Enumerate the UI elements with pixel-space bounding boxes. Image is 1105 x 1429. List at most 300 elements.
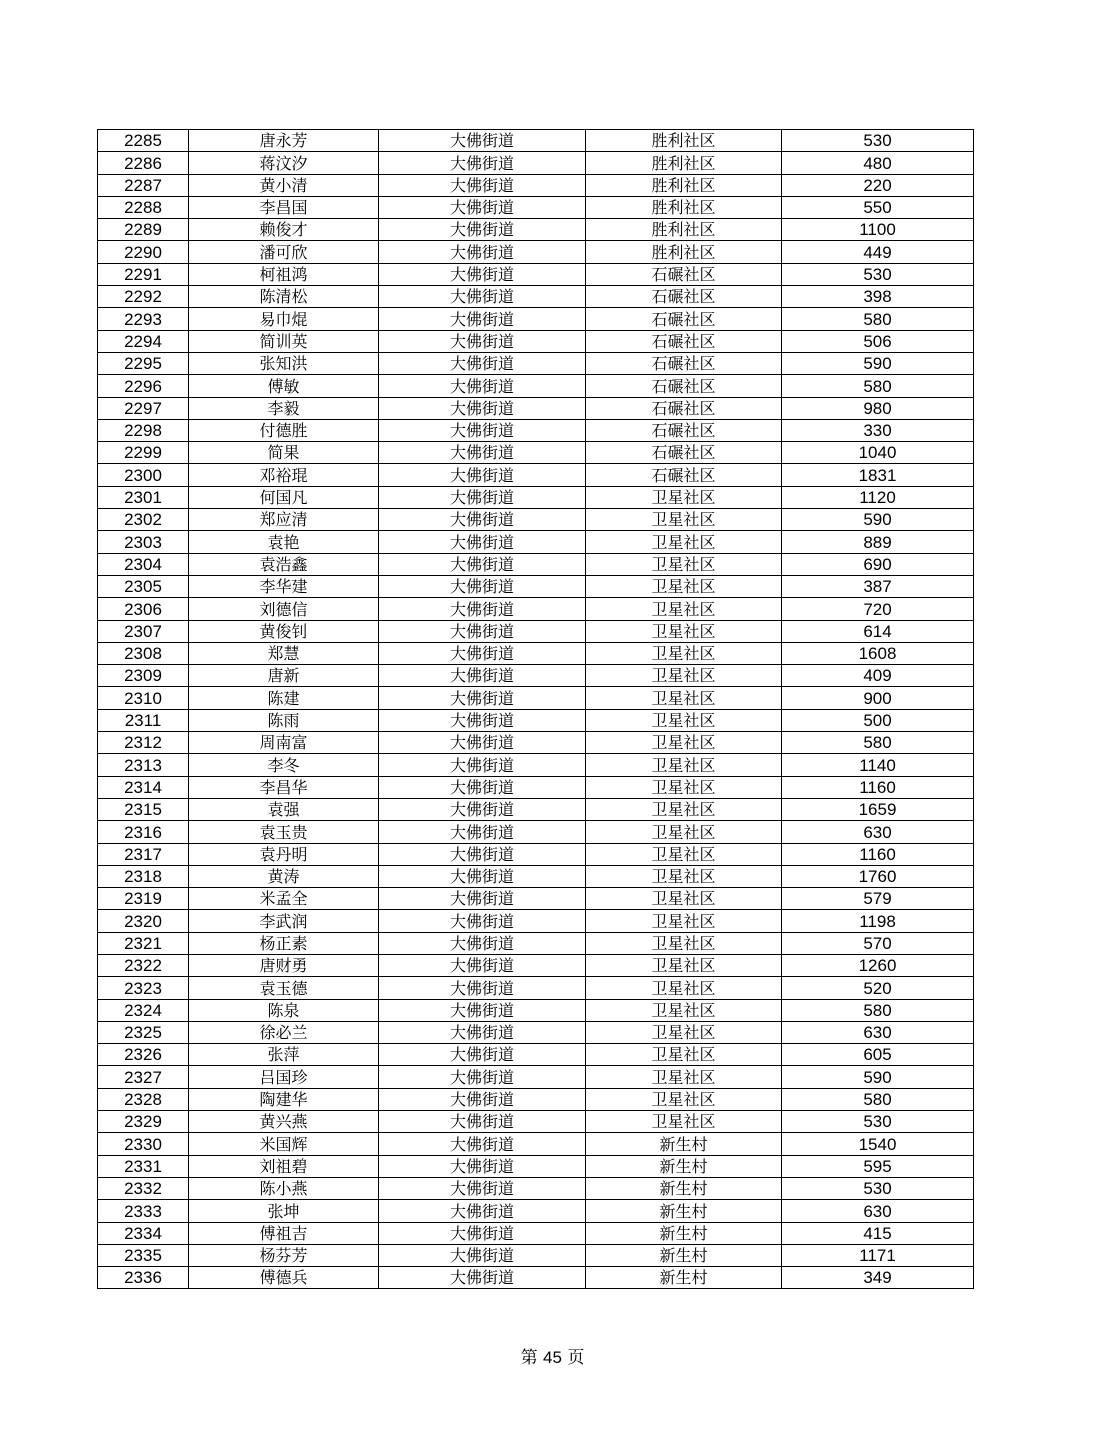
cell-amount: 580	[782, 1088, 974, 1110]
cell-index: 2306	[98, 598, 189, 620]
cell-street: 大佛街道	[379, 843, 586, 865]
cell-street: 大佛街道	[379, 598, 586, 620]
cell-street: 大佛街道	[379, 375, 586, 397]
cell-index: 2331	[98, 1155, 189, 1177]
cell-amount: 1260	[782, 954, 974, 976]
cell-name: 陈小燕	[189, 1177, 379, 1199]
cell-name: 简果	[189, 442, 379, 464]
cell-name: 杨芬芳	[189, 1244, 379, 1266]
cell-amount: 580	[782, 375, 974, 397]
cell-index: 2327	[98, 1066, 189, 1088]
cell-community: 卫星社区	[586, 642, 782, 664]
cell-name: 黄小清	[189, 174, 379, 196]
cell-index: 2300	[98, 464, 189, 486]
cell-amount: 900	[782, 687, 974, 709]
table-row	[98, 865, 974, 887]
cell-name: 傅祖吉	[189, 1222, 379, 1244]
cell-name: 周南富	[189, 732, 379, 754]
cell-name: 李昌国	[189, 196, 379, 218]
footer-prefix: 第	[520, 1348, 538, 1368]
cell-name: 郑慧	[189, 642, 379, 664]
cell-name: 郑应清	[189, 509, 379, 531]
cell-community: 卫星社区	[586, 575, 782, 597]
cell-community: 卫星社区	[586, 843, 782, 865]
cell-amount: 550	[782, 196, 974, 218]
table-row	[98, 375, 974, 397]
cell-community: 卫星社区	[586, 486, 782, 508]
cell-community: 石碾社区	[586, 397, 782, 419]
cell-community: 胜利社区	[586, 174, 782, 196]
cell-street: 大佛街道	[379, 709, 586, 731]
cell-street: 大佛街道	[379, 821, 586, 843]
cell-index: 2312	[98, 732, 189, 754]
cell-community: 胜利社区	[586, 219, 782, 241]
cell-community: 卫星社区	[586, 598, 782, 620]
cell-community: 石碾社区	[586, 464, 782, 486]
cell-index: 2313	[98, 754, 189, 776]
cell-community: 胜利社区	[586, 196, 782, 218]
cell-amount: 330	[782, 419, 974, 441]
cell-amount: 1040	[782, 442, 974, 464]
table-row	[98, 152, 974, 174]
cell-index: 2326	[98, 1044, 189, 1066]
table-row	[98, 130, 974, 152]
cell-index: 2329	[98, 1111, 189, 1133]
cell-street: 大佛街道	[379, 1111, 586, 1133]
cell-index: 2285	[98, 130, 189, 152]
cell-amount: 1140	[782, 754, 974, 776]
cell-name: 唐财勇	[189, 954, 379, 976]
cell-amount: 530	[782, 263, 974, 285]
table-row	[98, 1111, 974, 1133]
cell-street: 大佛街道	[379, 1066, 586, 1088]
table-row	[98, 932, 974, 954]
footer-suffix: 页	[567, 1348, 585, 1368]
cell-street: 大佛街道	[379, 1133, 586, 1155]
cell-amount: 605	[782, 1044, 974, 1066]
cell-index: 2297	[98, 397, 189, 419]
cell-community: 石碾社区	[586, 352, 782, 374]
cell-index: 2299	[98, 442, 189, 464]
table-row	[98, 798, 974, 820]
table-row	[98, 1244, 974, 1266]
table-row	[98, 1200, 974, 1222]
cell-name: 刘祖碧	[189, 1155, 379, 1177]
cell-name: 袁艳	[189, 531, 379, 553]
cell-street: 大佛街道	[379, 865, 586, 887]
cell-community: 石碾社区	[586, 263, 782, 285]
cell-amount: 520	[782, 977, 974, 999]
cell-amount: 1120	[782, 486, 974, 508]
table-row	[98, 1066, 974, 1088]
cell-street: 大佛街道	[379, 665, 586, 687]
cell-community: 卫星社区	[586, 553, 782, 575]
table-row	[98, 843, 974, 865]
data-table-container	[97, 129, 973, 1289]
cell-name: 袁丹明	[189, 843, 379, 865]
table-row	[98, 397, 974, 419]
cell-street: 大佛街道	[379, 954, 586, 976]
cell-street: 大佛街道	[379, 687, 586, 709]
cell-index: 2325	[98, 1021, 189, 1043]
cell-street: 大佛街道	[379, 308, 586, 330]
cell-street: 大佛街道	[379, 419, 586, 441]
cell-street: 大佛街道	[379, 910, 586, 932]
cell-index: 2290	[98, 241, 189, 263]
cell-name: 黄涛	[189, 865, 379, 887]
cell-street: 大佛街道	[379, 330, 586, 352]
cell-name: 陈雨	[189, 709, 379, 731]
table-row	[98, 954, 974, 976]
table-row	[98, 1133, 974, 1155]
cell-name: 赖俊才	[189, 219, 379, 241]
cell-amount: 630	[782, 1200, 974, 1222]
cell-name: 易巾焜	[189, 308, 379, 330]
cell-amount: 1540	[782, 1133, 974, 1155]
table-row	[98, 531, 974, 553]
cell-street: 大佛街道	[379, 241, 586, 263]
cell-index: 2318	[98, 865, 189, 887]
cell-index: 2322	[98, 954, 189, 976]
cell-community: 卫星社区	[586, 1088, 782, 1110]
cell-community: 卫星社区	[586, 798, 782, 820]
table-row	[98, 999, 974, 1021]
cell-community: 石碾社区	[586, 308, 782, 330]
cell-community: 卫星社区	[586, 509, 782, 531]
table-row	[98, 1177, 974, 1199]
cell-community: 石碾社区	[586, 442, 782, 464]
table-row	[98, 196, 974, 218]
cell-amount: 480	[782, 152, 974, 174]
cell-index: 2321	[98, 932, 189, 954]
cell-community: 胜利社区	[586, 152, 782, 174]
cell-street: 大佛街道	[379, 977, 586, 999]
cell-index: 2298	[98, 419, 189, 441]
cell-street: 大佛街道	[379, 509, 586, 531]
cell-street: 大佛街道	[379, 620, 586, 642]
cell-street: 大佛街道	[379, 798, 586, 820]
cell-index: 2328	[98, 1088, 189, 1110]
cell-community: 卫星社区	[586, 754, 782, 776]
cell-community: 新生村	[586, 1244, 782, 1266]
cell-community: 卫星社区	[586, 620, 782, 642]
cell-street: 大佛街道	[379, 1088, 586, 1110]
cell-street: 大佛街道	[379, 196, 586, 218]
cell-community: 卫星社区	[586, 732, 782, 754]
cell-amount: 530	[782, 130, 974, 152]
cell-amount: 570	[782, 932, 974, 954]
cell-community: 卫星社区	[586, 865, 782, 887]
cell-street: 大佛街道	[379, 1200, 586, 1222]
cell-amount: 579	[782, 888, 974, 910]
cell-community: 胜利社区	[586, 241, 782, 263]
cell-name: 傅敏	[189, 375, 379, 397]
cell-community: 石碾社区	[586, 375, 782, 397]
cell-community: 卫星社区	[586, 999, 782, 1021]
cell-amount: 349	[782, 1267, 974, 1289]
cell-index: 2317	[98, 843, 189, 865]
cell-street: 大佛街道	[379, 1155, 586, 1177]
table-row	[98, 910, 974, 932]
table-row	[98, 575, 974, 597]
cell-street: 大佛街道	[379, 531, 586, 553]
cell-name: 李华建	[189, 575, 379, 597]
cell-name: 柯祖鸿	[189, 263, 379, 285]
cell-street: 大佛街道	[379, 1044, 586, 1066]
cell-index: 2302	[98, 509, 189, 531]
cell-amount: 720	[782, 598, 974, 620]
cell-community: 新生村	[586, 1267, 782, 1289]
cell-amount: 590	[782, 1066, 974, 1088]
cell-amount: 506	[782, 330, 974, 352]
cell-amount: 1198	[782, 910, 974, 932]
cell-name: 何国凡	[189, 486, 379, 508]
cell-amount: 449	[782, 241, 974, 263]
cell-community: 新生村	[586, 1222, 782, 1244]
cell-community: 卫星社区	[586, 932, 782, 954]
cell-index: 2311	[98, 709, 189, 731]
table-row	[98, 241, 974, 263]
cell-name: 袁玉贵	[189, 821, 379, 843]
cell-index: 2296	[98, 375, 189, 397]
cell-index: 2305	[98, 575, 189, 597]
table-row	[98, 709, 974, 731]
cell-amount: 630	[782, 821, 974, 843]
table-row	[98, 1222, 974, 1244]
table-row	[98, 263, 974, 285]
cell-amount: 1160	[782, 776, 974, 798]
cell-street: 大佛街道	[379, 397, 586, 419]
cell-index: 2287	[98, 174, 189, 196]
cell-index: 2320	[98, 910, 189, 932]
cell-street: 大佛街道	[379, 754, 586, 776]
cell-amount: 980	[782, 397, 974, 419]
cell-amount: 590	[782, 352, 974, 374]
cell-index: 2291	[98, 263, 189, 285]
cell-index: 2304	[98, 553, 189, 575]
cell-name: 陈清松	[189, 286, 379, 308]
table-row	[98, 687, 974, 709]
cell-community: 卫星社区	[586, 888, 782, 910]
cell-name: 陈泉	[189, 999, 379, 1021]
cell-amount: 398	[782, 286, 974, 308]
cell-name: 李毅	[189, 397, 379, 419]
cell-amount: 1608	[782, 642, 974, 664]
cell-index: 2286	[98, 152, 189, 174]
cell-community: 卫星社区	[586, 1044, 782, 1066]
cell-name: 付德胜	[189, 419, 379, 441]
table-row	[98, 888, 974, 910]
cell-amount: 580	[782, 732, 974, 754]
cell-community: 卫星社区	[586, 776, 782, 798]
table-row	[98, 776, 974, 798]
cell-amount: 590	[782, 509, 974, 531]
cell-name: 唐新	[189, 665, 379, 687]
cell-amount: 614	[782, 620, 974, 642]
cell-name: 徐必兰	[189, 1021, 379, 1043]
cell-community: 卫星社区	[586, 910, 782, 932]
cell-community: 卫星社区	[586, 977, 782, 999]
table-row	[98, 219, 974, 241]
cell-name: 袁强	[189, 798, 379, 820]
cell-index: 2292	[98, 286, 189, 308]
table-row	[98, 174, 974, 196]
cell-street: 大佛街道	[379, 642, 586, 664]
cell-amount: 595	[782, 1155, 974, 1177]
cell-amount: 1760	[782, 865, 974, 887]
cell-index: 2334	[98, 1222, 189, 1244]
cell-name: 潘可欣	[189, 241, 379, 263]
table-row	[98, 665, 974, 687]
table-row	[98, 754, 974, 776]
cell-index: 2315	[98, 798, 189, 820]
cell-amount: 1100	[782, 219, 974, 241]
cell-index: 2307	[98, 620, 189, 642]
table-row	[98, 1267, 974, 1289]
cell-amount: 415	[782, 1222, 974, 1244]
cell-name: 李武润	[189, 910, 379, 932]
cell-name: 吕国珍	[189, 1066, 379, 1088]
cell-name: 黄俊钊	[189, 620, 379, 642]
cell-street: 大佛街道	[379, 486, 586, 508]
table-row	[98, 486, 974, 508]
table-row	[98, 598, 974, 620]
cell-amount: 1659	[782, 798, 974, 820]
cell-amount: 580	[782, 999, 974, 1021]
table-row	[98, 464, 974, 486]
cell-name: 张知洪	[189, 352, 379, 374]
table-row	[98, 642, 974, 664]
cell-street: 大佛街道	[379, 152, 586, 174]
cell-index: 2333	[98, 1200, 189, 1222]
cell-name: 李昌华	[189, 776, 379, 798]
table-row	[98, 1044, 974, 1066]
cell-community: 石碾社区	[586, 419, 782, 441]
cell-community: 卫星社区	[586, 1066, 782, 1088]
cell-street: 大佛街道	[379, 1244, 586, 1266]
cell-community: 石碾社区	[586, 330, 782, 352]
cell-street: 大佛街道	[379, 776, 586, 798]
cell-community: 新生村	[586, 1155, 782, 1177]
cell-name: 傅德兵	[189, 1267, 379, 1289]
table-row	[98, 352, 974, 374]
table-row	[98, 620, 974, 642]
table-row	[98, 1155, 974, 1177]
cell-index: 2289	[98, 219, 189, 241]
cell-name: 张萍	[189, 1044, 379, 1066]
cell-community: 卫星社区	[586, 954, 782, 976]
cell-name: 杨正素	[189, 932, 379, 954]
cell-community: 卫星社区	[586, 687, 782, 709]
cell-street: 大佛街道	[379, 174, 586, 196]
cell-index: 2336	[98, 1267, 189, 1289]
cell-amount: 1831	[782, 464, 974, 486]
table-row	[98, 977, 974, 999]
cell-street: 大佛街道	[379, 732, 586, 754]
cell-name: 袁浩鑫	[189, 553, 379, 575]
cell-index: 2323	[98, 977, 189, 999]
cell-index: 2309	[98, 665, 189, 687]
cell-street: 大佛街道	[379, 1267, 586, 1289]
cell-street: 大佛街道	[379, 219, 586, 241]
table-row	[98, 821, 974, 843]
cell-community: 新生村	[586, 1133, 782, 1155]
page-footer	[0, 1343, 1105, 1368]
table-row	[98, 286, 974, 308]
data-table-body	[98, 130, 974, 1289]
cell-name: 黄兴燕	[189, 1111, 379, 1133]
table-row	[98, 1021, 974, 1043]
cell-street: 大佛街道	[379, 286, 586, 308]
cell-street: 大佛街道	[379, 575, 586, 597]
cell-name: 刘德信	[189, 598, 379, 620]
cell-index: 2314	[98, 776, 189, 798]
table-row	[98, 419, 974, 441]
cell-community: 新生村	[586, 1177, 782, 1199]
cell-street: 大佛街道	[379, 464, 586, 486]
cell-community: 卫星社区	[586, 821, 782, 843]
cell-index: 2288	[98, 196, 189, 218]
cell-community: 卫星社区	[586, 1021, 782, 1043]
cell-street: 大佛街道	[379, 130, 586, 152]
cell-index: 2330	[98, 1133, 189, 1155]
cell-community: 胜利社区	[586, 130, 782, 152]
cell-name: 袁玉德	[189, 977, 379, 999]
table-row	[98, 330, 974, 352]
cell-index: 2319	[98, 888, 189, 910]
table-row	[98, 442, 974, 464]
cell-index: 2295	[98, 352, 189, 374]
cell-street: 大佛街道	[379, 1021, 586, 1043]
cell-index: 2301	[98, 486, 189, 508]
table-row	[98, 1088, 974, 1110]
cell-name: 米孟全	[189, 888, 379, 910]
cell-index: 2308	[98, 642, 189, 664]
cell-name: 邓裕琨	[189, 464, 379, 486]
table-row	[98, 509, 974, 531]
cell-index: 2293	[98, 308, 189, 330]
cell-street: 大佛街道	[379, 999, 586, 1021]
table-row	[98, 553, 974, 575]
cell-amount: 630	[782, 1021, 974, 1043]
cell-amount: 889	[782, 531, 974, 553]
cell-street: 大佛街道	[379, 352, 586, 374]
cell-name: 蒋汶汐	[189, 152, 379, 174]
table-row	[98, 308, 974, 330]
cell-community: 卫星社区	[586, 665, 782, 687]
cell-street: 大佛街道	[379, 1222, 586, 1244]
cell-street: 大佛街道	[379, 553, 586, 575]
cell-amount: 409	[782, 665, 974, 687]
page-number: 45	[543, 1348, 562, 1367]
cell-street: 大佛街道	[379, 263, 586, 285]
cell-index: 2294	[98, 330, 189, 352]
cell-name: 陶建华	[189, 1088, 379, 1110]
cell-name: 张坤	[189, 1200, 379, 1222]
cell-index: 2332	[98, 1177, 189, 1199]
cell-community: 卫星社区	[586, 531, 782, 553]
cell-name: 李冬	[189, 754, 379, 776]
cell-index: 2324	[98, 999, 189, 1021]
cell-amount: 530	[782, 1177, 974, 1199]
cell-amount: 530	[782, 1111, 974, 1133]
cell-amount: 1160	[782, 843, 974, 865]
cell-amount: 690	[782, 553, 974, 575]
cell-index: 2316	[98, 821, 189, 843]
cell-index: 2303	[98, 531, 189, 553]
cell-street: 大佛街道	[379, 442, 586, 464]
table-row	[98, 732, 974, 754]
